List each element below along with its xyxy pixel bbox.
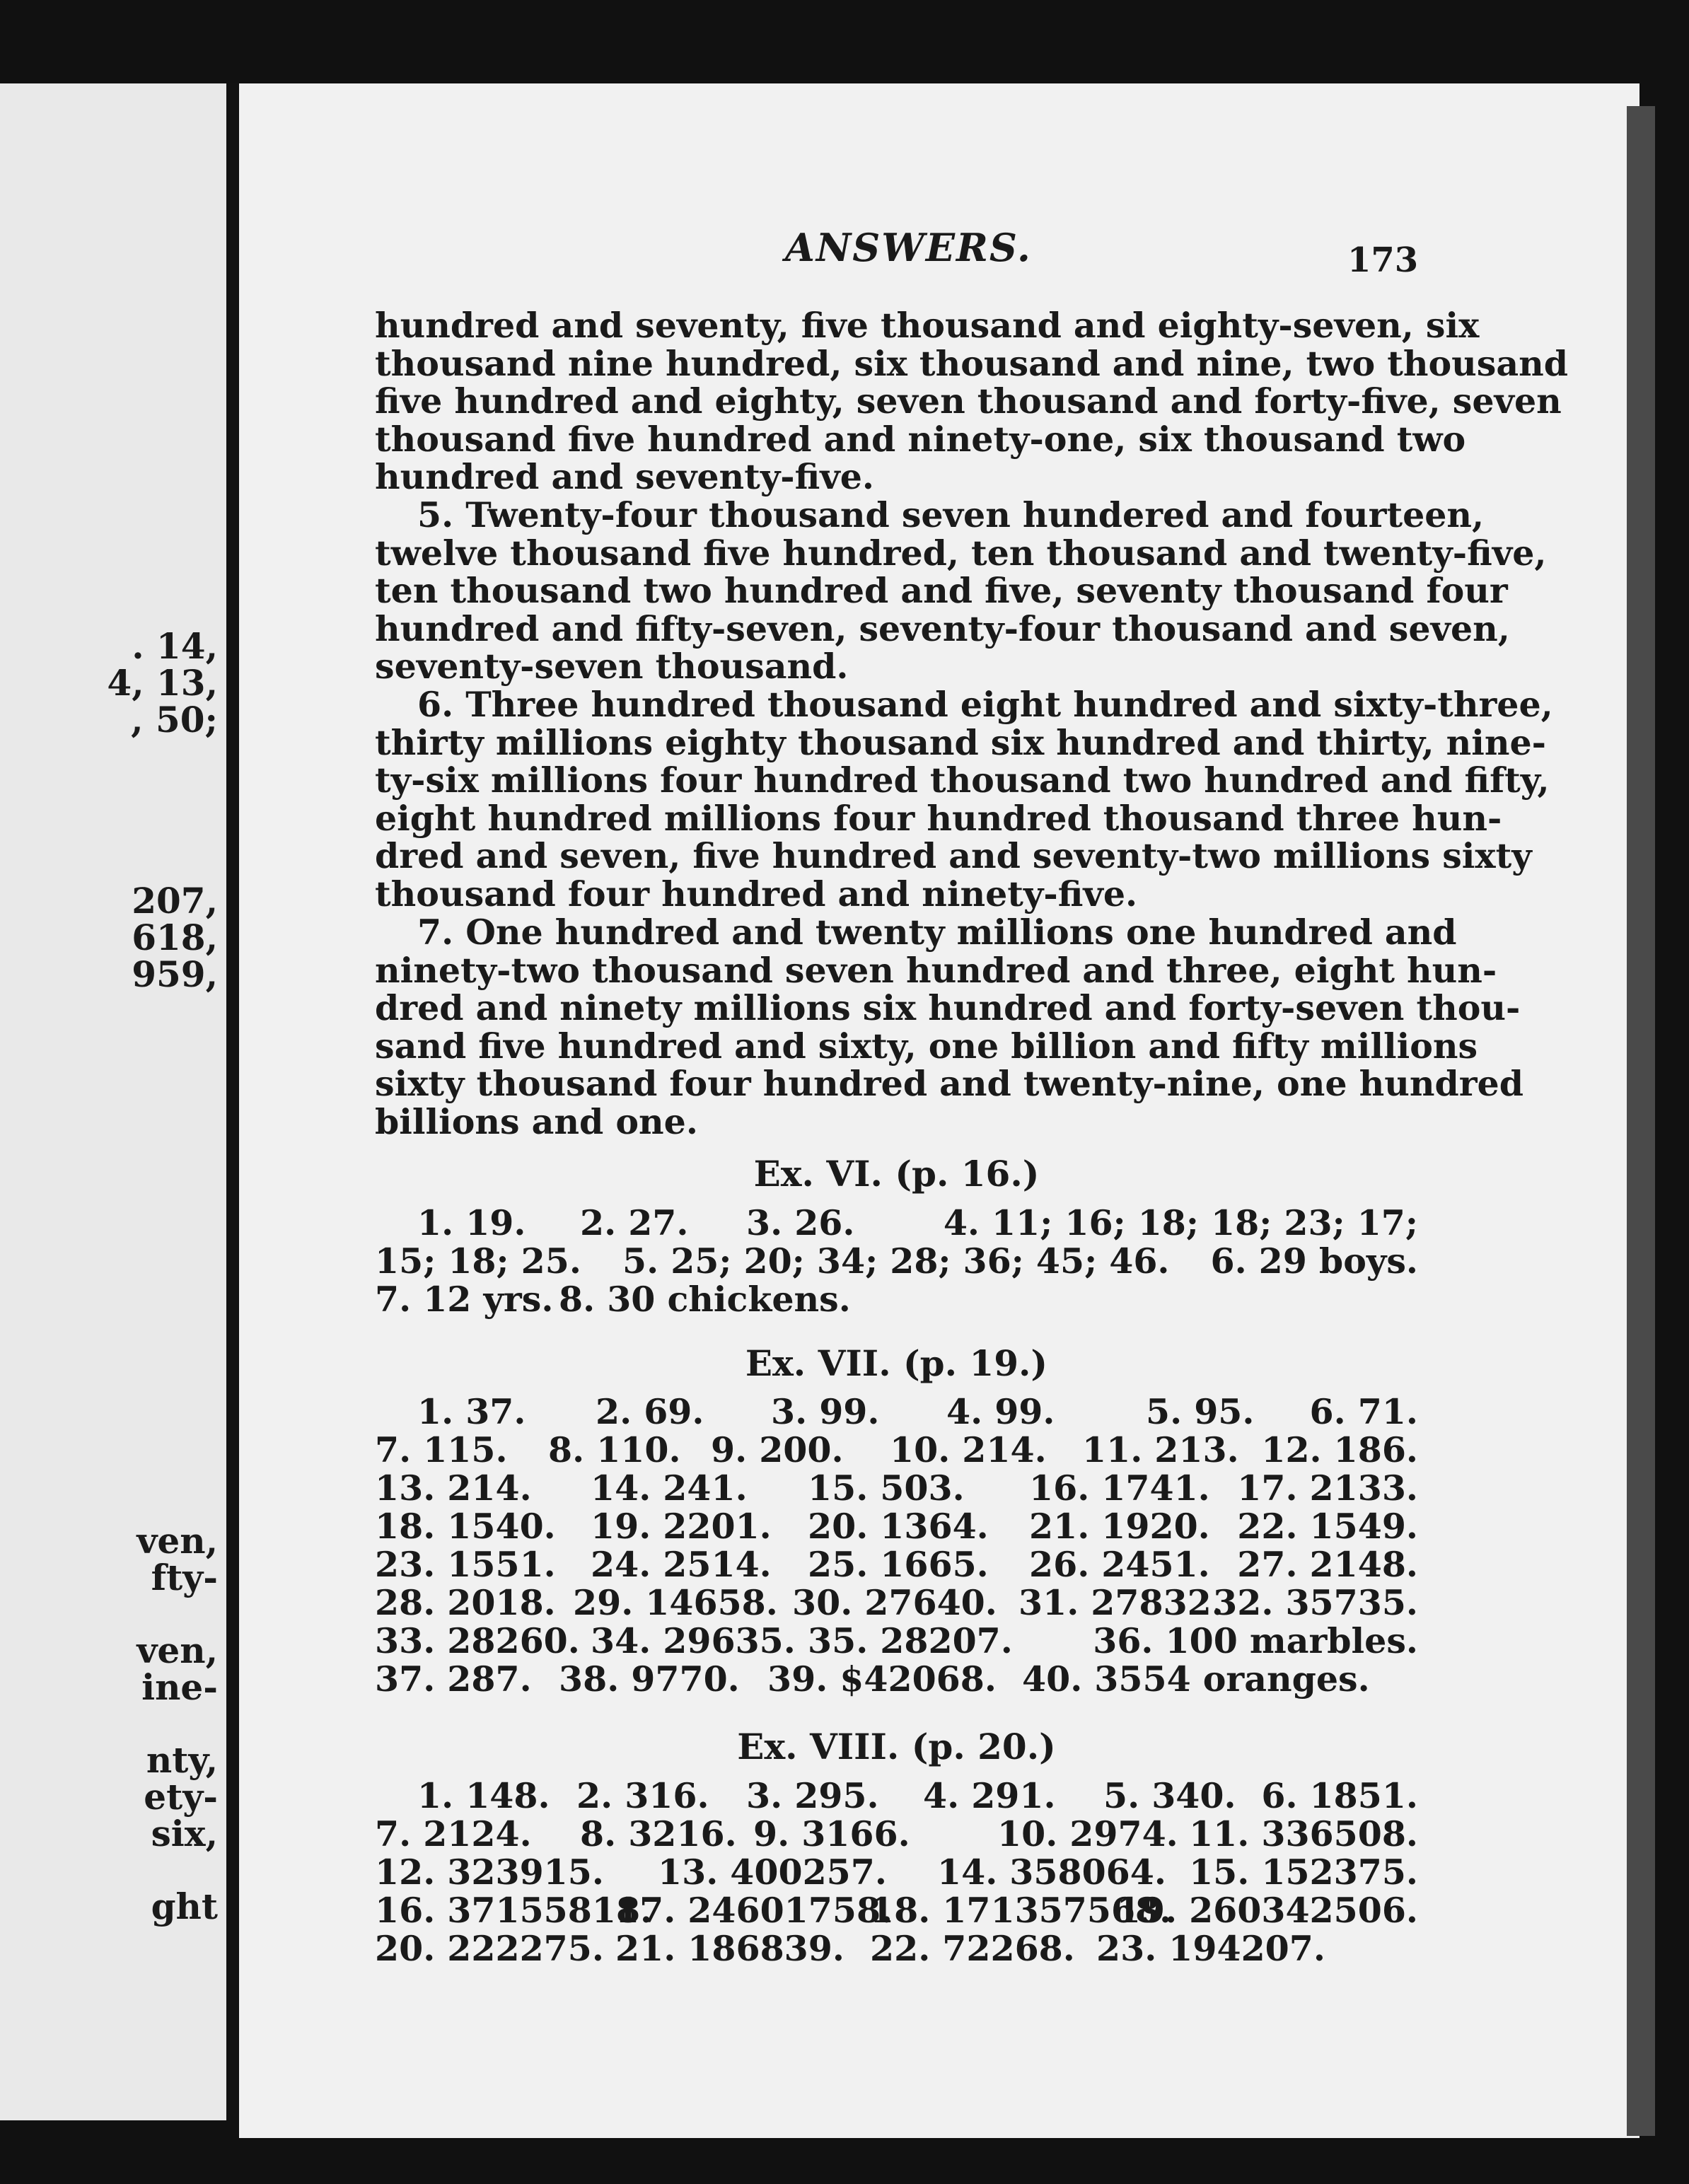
answer-row: [375, 1468, 1418, 1509]
book-gutter: [226, 83, 239, 2120]
left-margin-fragment: 959,: [132, 953, 218, 995]
answer-row: [375, 1391, 1418, 1432]
left-margin-fragment: ght: [151, 1886, 218, 1927]
answer-item: 2. 27.: [580, 1202, 689, 1243]
answer-row: [375, 1429, 1418, 1468]
answer-item: 15; 18; 25.: [375, 1241, 581, 1282]
text-line: five hundred and eighty, seven thousand and forty-five, seven: [375, 381, 1562, 422]
left-margin-fragment: 4, 13,: [107, 662, 218, 704]
text-line: thousand nine hundred, six thousand and nine, two thousand: [375, 342, 1568, 384]
answer-row: [375, 1928, 1418, 1969]
answer-item: 19. 260342506.: [1116, 1890, 1418, 1931]
answer-item: 19. 2201.: [591, 1506, 772, 1547]
answer-item: 18. 171357568.: [870, 1890, 1172, 1931]
answer-item: 8. 110.: [548, 1429, 681, 1470]
answer-item: 3. 295.: [746, 1775, 879, 1816]
left-margin-fragment: ven,: [137, 1520, 218, 1562]
text-line: thirty millions eighty thousand six hundred and thirty, nine-: [375, 721, 1547, 763]
answer-item: 38. 9770.: [559, 1659, 740, 1700]
answer-item: 11. 213.: [1082, 1429, 1239, 1470]
answer-item: 39. $42068.: [767, 1659, 997, 1700]
answer-item: 40. 3554 oranges.: [1022, 1659, 1370, 1700]
answer-item: 9. 3166.: [753, 1813, 910, 1854]
left-margin-fragment: ven,: [137, 1630, 218, 1671]
left-margin-fragment: 618,: [132, 917, 218, 958]
text-line: hundred and seventy-five.: [375, 456, 874, 497]
answer-item: 22. 72268.: [870, 1928, 1075, 1969]
answer-item: 35. 28207.: [808, 1620, 1013, 1661]
answer-item: 32. 35735.: [1213, 1582, 1418, 1623]
answer-item: 13. 400257.: [658, 1852, 887, 1893]
answer-item: 15. 152375.: [1189, 1852, 1418, 1893]
answer-6: [375, 684, 1553, 914]
answer-item: 29. 14658.: [573, 1582, 778, 1623]
text-line: 5. Twenty-four thousand seven hundered and fourteen,: [417, 494, 1485, 535]
answer-item: 14. 241.: [591, 1468, 748, 1509]
answer-item: 4. 11; 16; 18; 18; 23; 17;: [943, 1202, 1418, 1243]
answer-item: 25. 1665.: [808, 1544, 989, 1585]
answer-item: 9. 200.: [711, 1429, 844, 1470]
text-line: seventy-seven thousand.: [375, 646, 849, 687]
answer-item: 7. 115.: [375, 1429, 508, 1470]
answer-item: 12. 186.: [1261, 1429, 1418, 1470]
answer-item: 4. 99.: [946, 1391, 1055, 1432]
answer-row: [375, 1813, 1418, 1852]
answer-item: 11. 336508.: [1189, 1813, 1418, 1854]
answer-item: 30. 27640.: [792, 1582, 997, 1623]
answer-item: 1. 19.: [417, 1202, 526, 1243]
answer-item: 2. 69.: [596, 1391, 704, 1432]
left-margin-fragment: . 14,: [132, 625, 218, 667]
answer-item: 23. 1551.: [375, 1544, 556, 1585]
answer-item: 36. 100 marbles.: [1093, 1620, 1418, 1661]
answer-item: 5. 25; 20; 34; 28; 36; 45; 46.: [622, 1241, 1170, 1282]
answer-item: 17. 24601758.: [615, 1890, 893, 1931]
left-page: [0, 83, 226, 2120]
continuation-paragraph: [375, 305, 1568, 497]
answer-item: 12. 323915.: [375, 1852, 604, 1893]
left-margin-fragment: nty,: [146, 1739, 218, 1781]
answer-item: 6. 1851.: [1261, 1775, 1418, 1816]
answer-item: 2. 316.: [576, 1775, 709, 1816]
text-line: hundred and seventy, five thousand and eighty-seven, six: [375, 305, 1480, 346]
answer-item: 26. 2451.: [1029, 1544, 1210, 1585]
answer-row: [375, 1241, 1418, 1282]
answer-row: [375, 1279, 1418, 1320]
answer-item: 17. 2133.: [1237, 1468, 1418, 1509]
answer-item: 10. 214.: [890, 1429, 1047, 1470]
text-line: dred and seven, five hundred and seventy-two millions sixty: [375, 835, 1532, 876]
answer-item: 20. 1364.: [808, 1506, 989, 1547]
answer-item: 16. 37155818.: [375, 1890, 653, 1931]
left-margin-fragment: fty-: [151, 1557, 218, 1598]
answer-item: 13. 214.: [375, 1468, 532, 1509]
left-margin-fragment: 207,: [132, 880, 218, 922]
answer-item: 37. 287.: [375, 1659, 532, 1700]
answer-item: 16. 1741.: [1029, 1468, 1210, 1509]
answer-row: [375, 1544, 1418, 1585]
text-line: twelve thousand five hundred, ten thousand and twenty-five,: [375, 532, 1547, 574]
answer-item: 20. 222275.: [375, 1928, 604, 1969]
answer-item: 18. 1540.: [375, 1506, 556, 1547]
left-margin-fragment: ine-: [141, 1666, 218, 1708]
answer-item: 1. 37.: [417, 1391, 526, 1432]
answer-row: [375, 1890, 1418, 1931]
text-line: dred and ninety millions six hundred and forty-seven thou-: [375, 987, 1521, 1028]
ex-viii-heading: Ex. VIII. (p. 20.): [737, 1726, 1056, 1767]
answer-item: 8. 30 chickens.: [559, 1279, 851, 1320]
answer-item: 7. 12 yrs.: [375, 1279, 554, 1320]
left-margin-fragment: six,: [151, 1813, 218, 1854]
answer-item: 6. 71.: [1309, 1391, 1418, 1432]
answer-item: 21. 1920.: [1029, 1506, 1210, 1547]
answer-item: 27. 2148.: [1237, 1544, 1418, 1585]
answer-item: 10. 2974.: [997, 1813, 1178, 1854]
answer-item: 23. 194207.: [1096, 1928, 1325, 1969]
answer-row: [375, 1202, 1418, 1241]
answer-row: [375, 1506, 1418, 1547]
text-line: hundred and fifty-seven, seventy-four thousand and seven,: [375, 608, 1510, 649]
page-edge: [1627, 106, 1655, 2136]
answer-item: 33. 28260.: [375, 1620, 580, 1661]
text-line: sixty thousand four hundred and twenty-nine, one hundred: [375, 1063, 1523, 1104]
text-line: eight hundred millions four hundred thousand three hun-: [375, 797, 1502, 839]
text-line: thousand four hundred and ninety-five.: [375, 873, 1138, 914]
answer-item: 28. 2018.: [375, 1582, 556, 1623]
text-line: billions and one.: [375, 1100, 698, 1142]
text-line: ninety-two thousand seven hundred and three, eight hun-: [375, 949, 1497, 991]
answer-item: 1. 148.: [417, 1775, 550, 1816]
ex-vii-heading: Ex. VII. (p. 19.): [745, 1342, 1048, 1384]
answer-item: 14. 358064.: [937, 1852, 1166, 1893]
answer-5: [375, 494, 1547, 687]
answer-item: 34. 29635.: [591, 1620, 796, 1661]
answer-row: [375, 1852, 1418, 1893]
answer-item: 15. 503.: [808, 1468, 965, 1509]
answer-item: 24. 2514.: [591, 1544, 772, 1585]
page-number: 173: [1347, 240, 1419, 280]
answer-item: 3. 26.: [746, 1202, 855, 1243]
text-line: ten thousand two hundred and five, seventy thousand four: [375, 570, 1508, 611]
left-margin-fragment: , 50;: [131, 699, 218, 740]
answer-item: 6. 29 boys.: [1210, 1241, 1418, 1282]
text-line: ty-six millions four hundred thousand two hundred and fifty,: [375, 760, 1550, 801]
answer-item: 4. 291.: [923, 1775, 1056, 1816]
answer-7: [375, 912, 1523, 1142]
text-line: sand five hundred and sixty, one billion and fifty millions: [375, 1025, 1478, 1067]
running-header: ANSWERS.: [785, 225, 1032, 270]
answer-row: [375, 1775, 1418, 1816]
answer-item: 3. 99.: [771, 1391, 880, 1432]
answer-item: 21. 186839.: [615, 1928, 844, 1969]
answer-row: [375, 1659, 1418, 1700]
answer-item: 5. 95.: [1146, 1391, 1255, 1432]
answer-item: 22. 1549.: [1237, 1506, 1418, 1547]
answer-item: 31. 27832.: [1018, 1582, 1224, 1623]
left-margin-fragment: ety-: [144, 1776, 218, 1818]
ex-vi-heading: Ex. VI. (p. 16.): [753, 1153, 1040, 1195]
answer-row: [375, 1582, 1418, 1623]
answer-item: 8. 3216.: [580, 1813, 737, 1854]
text-line: thousand five hundred and ninety-one, six thousand two: [375, 418, 1466, 460]
text-line: 7. One hundred and twenty millions one hundred and: [417, 912, 1457, 953]
text-line: 6. Three hundred thousand eight hundred and sixty-three,: [417, 684, 1553, 725]
answer-item: 7. 2124.: [375, 1813, 532, 1854]
answer-item: 5. 340.: [1103, 1775, 1236, 1816]
answer-row: [375, 1620, 1418, 1659]
